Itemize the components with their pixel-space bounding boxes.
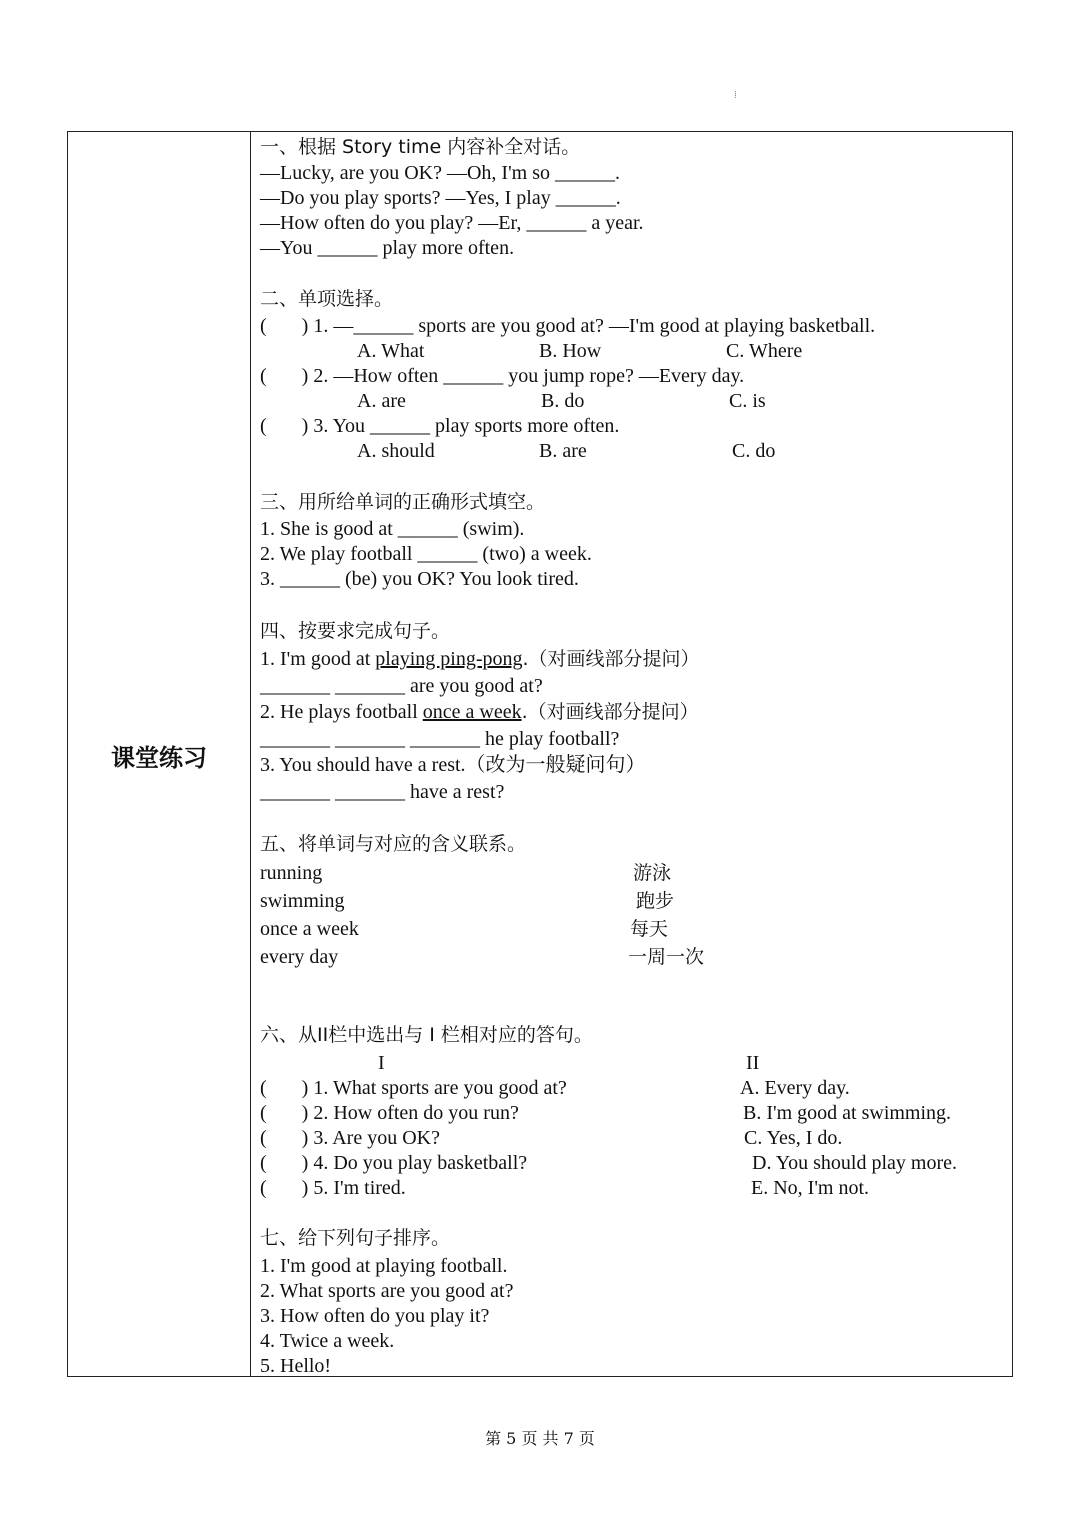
pair-answer: E. No, I'm not.	[751, 1177, 870, 1199]
option-a: A. are	[357, 390, 406, 412]
answer-line: _______ _______ _______ he play football?	[260, 728, 620, 750]
pair-answer: D. You should play more.	[752, 1152, 958, 1174]
section-1-title: 一、根据 Story time 内容补全对话。	[260, 136, 581, 158]
match-word: running	[260, 862, 323, 884]
sentence-text: 2. He plays football	[260, 701, 423, 723]
match-meaning: 游泳	[633, 862, 672, 884]
option-a: A. should	[357, 440, 435, 462]
side-label: 课堂练习	[111, 744, 207, 772]
match-meaning: 跑步	[636, 890, 675, 912]
option-c: C. Where	[726, 340, 803, 362]
sentence-instruction: .（对画线部分提问）	[522, 648, 700, 670]
match-meaning: 每天	[630, 918, 669, 940]
section-3-line: 2. We play football ______ (two) a week.	[260, 543, 592, 565]
pair-question: ( ) 2. How often do you run?	[260, 1102, 519, 1124]
answer-line: _______ _______ have a rest?	[260, 781, 505, 803]
option-c: C. is	[729, 390, 766, 412]
match-meaning: 一周一次	[628, 946, 705, 968]
answer-line: _______ _______ are you good at?	[260, 675, 543, 697]
match-word: every day	[260, 946, 339, 968]
option-b: B. do	[541, 390, 585, 412]
order-sentence: 4. Twice a week.	[260, 1330, 395, 1352]
sentence-1	[260, 647, 700, 671]
pair-answer: C. Yes, I do.	[744, 1127, 843, 1149]
underlined-phrase: once a week	[422, 701, 522, 723]
section-1-line: —Do you play sports? —Yes, I play ______.	[260, 187, 621, 209]
match-word: swimming	[260, 890, 345, 912]
pair-answer: A. Every day.	[740, 1077, 850, 1099]
option-a: A. What	[357, 340, 425, 362]
pair-answer: B. I'm good at swimming.	[743, 1102, 952, 1124]
match-word: once a week	[260, 918, 359, 940]
section-1-line: —How often do you play? —Er, ______ a year.	[260, 212, 644, 234]
decorative-dot: ⁞	[734, 90, 737, 101]
order-sentence: 3. How often do you play it?	[260, 1305, 490, 1327]
order-sentence: 1. I'm good at playing football.	[260, 1255, 508, 1277]
sentence-instruction: .（对画线部分提问）	[521, 701, 699, 723]
order-sentence: 5. Hello!	[260, 1355, 332, 1377]
sentence-3: 3. You should have a rest.（改为一般疑问句）	[260, 754, 646, 776]
question-3: ( ) 3. You ______ play sports more often.	[260, 415, 620, 437]
option-b: B. are	[539, 440, 587, 462]
section-2-title: 二、单项选择。	[260, 288, 394, 310]
page-footer: 第 5 页 共 7 页	[485, 1429, 595, 1448]
order-sentence: 2. What sports are you good at?	[260, 1280, 514, 1302]
section-3-title: 三、用所给单词的正确形式填空。	[260, 491, 546, 513]
section-3-line: 3. ______ (be) you OK? You look tired.	[260, 568, 579, 590]
sentence-2	[260, 700, 699, 724]
option-b: B. How	[539, 340, 602, 362]
underlined-phrase: playing ping-pong	[375, 648, 523, 670]
column-divider	[250, 131, 251, 1377]
section-7-title: 七、给下列句子排序。	[260, 1227, 451, 1249]
section-3-line: 1. She is good at ______ (swim).	[260, 518, 525, 540]
pair-question: ( ) 3. Are you OK?	[260, 1127, 440, 1149]
question-1: ( ) 1. —______ sports are you good at? —I'm good at playing basketball.	[260, 315, 876, 337]
section-4-title: 四、按要求完成句子。	[260, 620, 451, 642]
pair-question: ( ) 4. Do you play basketball?	[260, 1152, 528, 1174]
sentence-text: 1. I'm good at	[260, 648, 376, 670]
section-6-title: 六、从II栏中选出与 I 栏相对应的答句。	[260, 1024, 593, 1046]
section-1-line: —Lucky, are you OK? —Oh, I'm so ______.	[260, 162, 621, 184]
pair-question: ( ) 5. I'm tired.	[260, 1177, 406, 1199]
section-1-line: —You ______ play more often.	[260, 237, 515, 259]
column-i-header: I	[378, 1052, 385, 1074]
section-5-title: 五、将单词与对应的含义联系。	[260, 833, 527, 855]
question-2: ( ) 2. —How often ______ you jump rope? —Every day.	[260, 365, 745, 387]
pair-question: ( ) 1. What sports are you good at?	[260, 1077, 567, 1099]
option-c: C. do	[732, 440, 776, 462]
column-ii-header: II	[746, 1052, 760, 1074]
